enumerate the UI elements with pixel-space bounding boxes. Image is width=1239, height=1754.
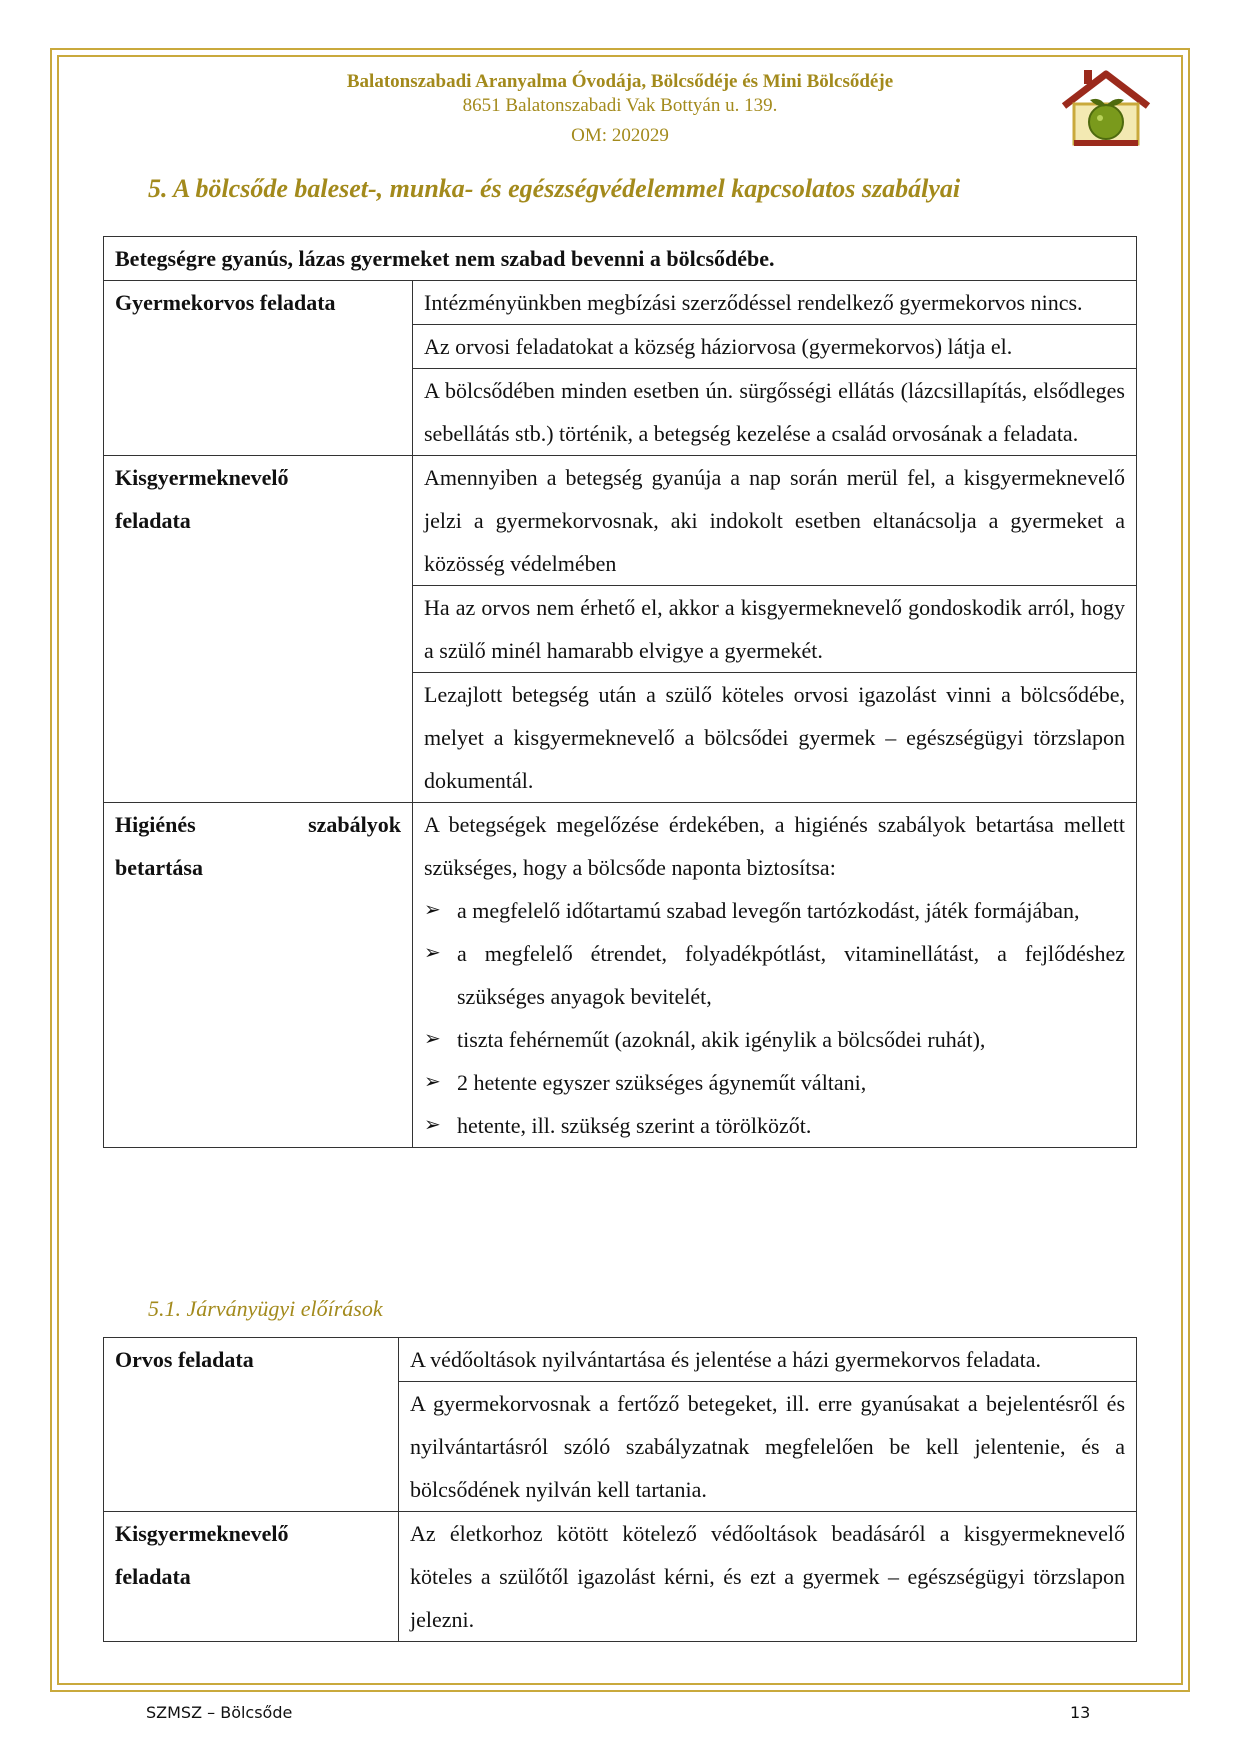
row-label-caregiver	[104, 1512, 399, 1642]
table-cell: A védőoltások nyilvántartása és jelentése a házi gyermekorvos feladata.	[399, 1338, 1137, 1382]
list-item	[424, 1061, 1125, 1104]
table-cell: Lezajlott betegség után a szülő köteles orvosi igazolást vinni a bölcsődébe, melyet a kisgyermeknevelő a bölcsődei gyermek – egészségügyi törzslapon dokumentál.	[413, 673, 1137, 803]
page-number: 13	[1070, 1703, 1091, 1722]
arrow-bullet-icon: ➢	[424, 1071, 441, 1093]
row-label-text: Kisgyermeknevelő feladata	[115, 465, 289, 533]
row-label-pediatrician: Gyermekorvos feladata	[104, 281, 413, 456]
arrow-bullet-icon: ➢	[424, 899, 441, 921]
table-row	[104, 1512, 1137, 1642]
arrow-bullet-icon: ➢	[424, 1028, 441, 1050]
table-cell: A gyermekorvosnak a fertőző betegeket, ill. erre gyanúsakat a bejelentésről és nyilvántartásról szóló szabályzatnak megfelelően be kell jelentenie, és a bölcsődének nyilván kell tartania.	[399, 1382, 1137, 1512]
table-cell: Intézményünkben megbízási szerződéssel rendelkező gyermekorvos nincs.	[413, 281, 1137, 325]
subsection-title: 5.1. Járványügyi előírások	[148, 1296, 383, 1321]
school-name: Balatonszabadi Aranyalma Óvodája, Bölcsődéje és Mini Bölcsődéje	[346, 71, 894, 92]
table-row	[104, 803, 1137, 1148]
epidemiology-table	[103, 1337, 1137, 1642]
hygiene-list	[424, 889, 1125, 1147]
list-item-text: 2 hetente egyszer szükséges ágyneműt váltani,	[457, 1070, 867, 1095]
list-item-text: a megfelelő étrendet, folyadékpótlást, vitaminellátást, a fejlődéshez szükséges anyagok bevitelét,	[457, 941, 1125, 1009]
arrow-bullet-icon: ➢	[424, 1114, 441, 1136]
footer-document-name: SZMSZ – Bölcsőde	[146, 1703, 293, 1722]
row-label-word: szabályok	[308, 812, 401, 837]
hygiene-intro: A betegségek megelőzése érdekében, a higiénés szabályok betartása mellett szükséges, hogy a bölcsőde naponta biztosítsa:	[424, 812, 1125, 880]
list-item-text: hetente, ill. szükség szerint a törölközőt.	[457, 1113, 812, 1138]
table-cell: Ha az orvos nem érhető el, akkor a kisgyermeknevelő gondoskodik arról, hogy a szülő minél hamarabb elvigye a gyermekét.	[413, 586, 1137, 673]
table-row	[104, 281, 1137, 325]
school-address: 8651 Balatonszabadi Vak Bottyán u. 139.	[462, 95, 778, 116]
table-cell: Amennyiben a betegség gyanúja a nap során merül fel, a kisgyermeknevelő jelzi a gyermekorvosnak, aki indokolt esetben eltanácsolja a gyermeket a közösség védelmében	[413, 456, 1137, 586]
table-cell	[413, 803, 1137, 1148]
table-row	[104, 1338, 1137, 1382]
row-label-hygiene	[104, 803, 413, 1148]
letterhead	[160, 70, 1080, 148]
list-item	[424, 1018, 1125, 1061]
table-row	[104, 456, 1137, 586]
section-title: 5. A bölcsőde baleset-, munka- és egészségvédelemmel kapcsolatos szabályai	[148, 174, 961, 203]
row-label-text: Kisgyermeknevelő feladata	[115, 1521, 289, 1589]
row-label-word: Higiénés	[115, 812, 196, 837]
list-item-text: tiszta fehérneműt (azoknál, akik igénylik a bölcsődei ruhát),	[457, 1027, 986, 1052]
row-label-word: betartása	[115, 855, 203, 880]
row-label-doctor: Orvos feladata	[104, 1338, 399, 1512]
table-intro-row: Betegségre gyanús, lázas gyermeket nem szabad bevenni a bölcsődébe.	[104, 237, 1137, 281]
table-cell: Az életkorhoz kötött kötelező védőoltások beadásáról a kisgyermeknevelő köteles a szülőtől igazolást kérni, és ezt a gyermek – egészségügyi törzslapon jelezni.	[399, 1512, 1137, 1642]
table-row	[104, 237, 1137, 281]
list-item	[424, 932, 1125, 1018]
school-om-number: OM: 202029	[571, 125, 669, 146]
apple-house-logo-icon	[1060, 66, 1152, 150]
list-item-text: a megfelelő időtartamú szabad levegőn tartózkodást, játék formájában,	[457, 898, 1080, 923]
table-cell: Az orvosi feladatokat a község háziorvosa (gyermekorvos) látja el.	[413, 325, 1137, 369]
table-cell: A bölcsődében minden esetben ún. sürgősségi ellátás (lázcsillapítás, elsődleges sebellátás stb.) történik, a betegség kezelése a család orvosának a feladata.	[413, 369, 1137, 456]
list-item	[424, 1104, 1125, 1147]
row-label-caregiver	[104, 456, 413, 803]
arrow-bullet-icon: ➢	[424, 942, 441, 964]
health-rules-table	[103, 236, 1137, 1148]
list-item	[424, 889, 1125, 932]
